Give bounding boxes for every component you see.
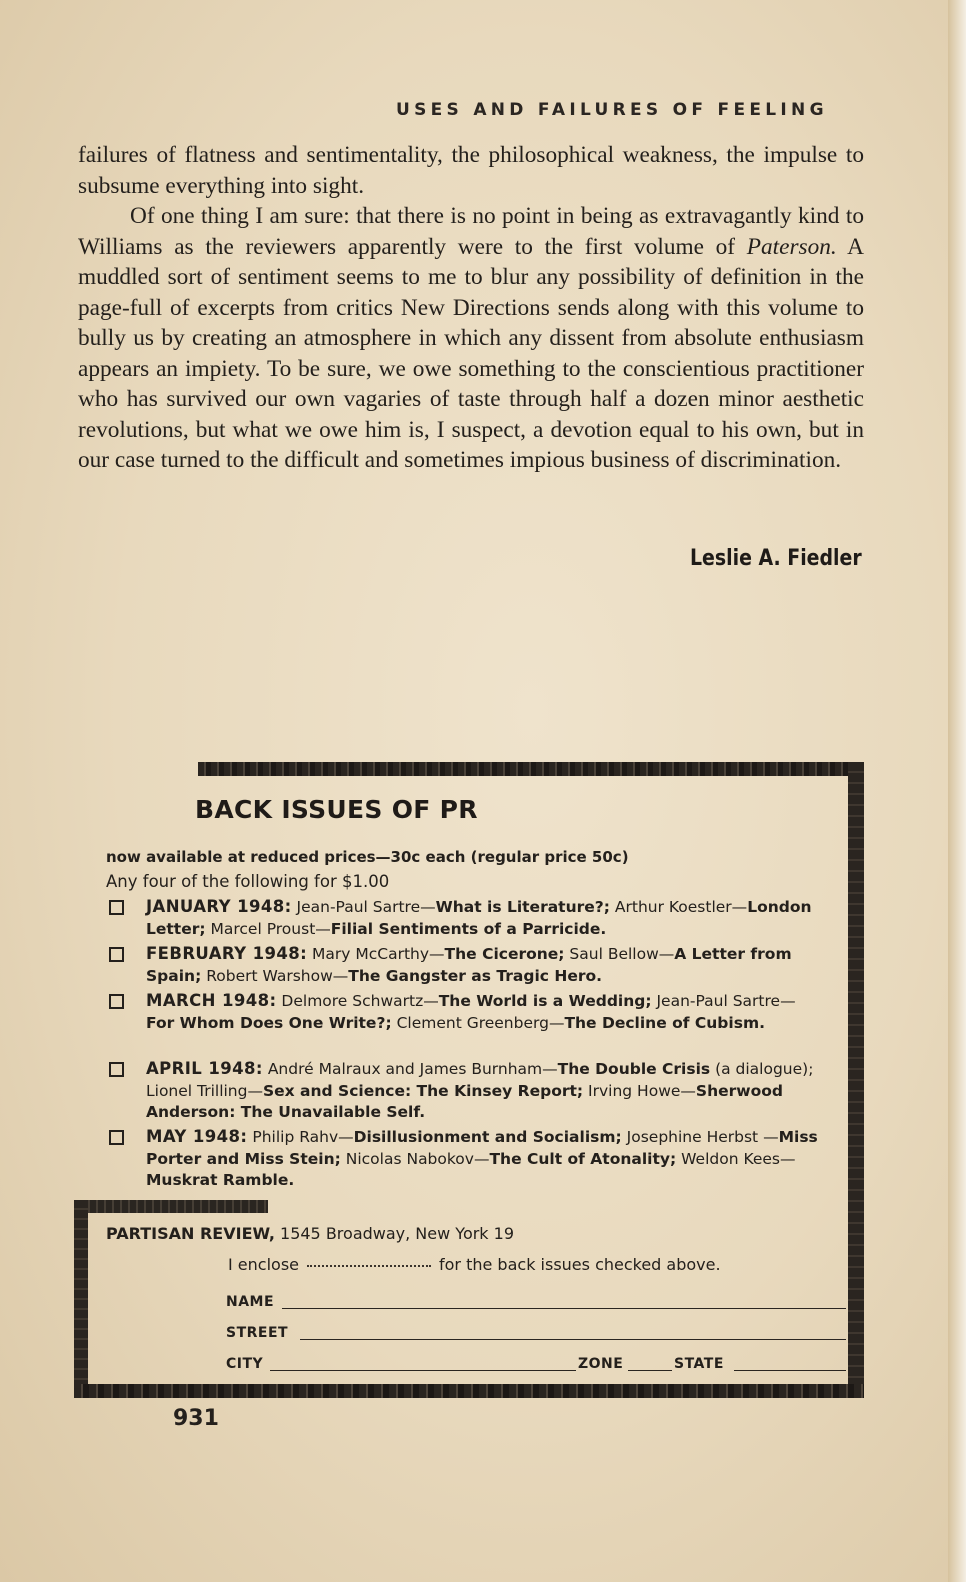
author-signature: Leslie A. Fiedler bbox=[690, 546, 862, 571]
issue-item-may bbox=[106, 1126, 821, 1192]
street-field[interactable] bbox=[300, 1339, 846, 1340]
ad-border-bottom bbox=[74, 1384, 864, 1398]
zone-field[interactable] bbox=[628, 1370, 672, 1371]
publisher-address bbox=[106, 1224, 514, 1243]
article-title: Filial Sentiments of a Parricide. bbox=[330, 919, 607, 938]
issue-description bbox=[146, 943, 821, 987]
city-row bbox=[226, 1352, 846, 1372]
essay-text-run: Of one thing I am sure: that there is no point in being as extravagantly kind to Williams as the reviewers apparently were to the first volume of bbox=[78, 203, 864, 260]
article-author: (a dialogue); Lionel Trilling— bbox=[146, 1060, 814, 1100]
page-number: 931 bbox=[173, 1406, 219, 1431]
article-title: The Double Crisis bbox=[557, 1060, 711, 1078]
name-label: NAME bbox=[226, 1294, 275, 1310]
article-title: The Gangster as Tragic Hero. bbox=[348, 966, 603, 985]
issue-description bbox=[146, 1126, 821, 1192]
article-title: London Letter; bbox=[146, 898, 812, 938]
article-author: Marcel Proust— bbox=[205, 919, 331, 938]
essay-text bbox=[78, 140, 864, 476]
article-title: What is Literature?; bbox=[435, 898, 610, 916]
order-checkbox[interactable] bbox=[109, 1130, 124, 1145]
issue-month: MARCH 1948: bbox=[146, 991, 277, 1010]
state-field[interactable] bbox=[734, 1370, 846, 1371]
issue-description bbox=[146, 896, 821, 940]
essay-paragraph: failures of flatness and sentimentality, the philosophical weakness, the impulse to subsume everything into sight. bbox=[78, 142, 864, 199]
order-checkbox[interactable] bbox=[109, 994, 124, 1009]
article-author: Nicolas Nabokov— bbox=[340, 1149, 490, 1168]
article-title: The Decline of Cubism. bbox=[564, 1013, 765, 1032]
article-author: Josephine Herbst — bbox=[621, 1128, 779, 1146]
name-field[interactable] bbox=[282, 1308, 846, 1309]
order-checkbox[interactable] bbox=[109, 900, 124, 915]
article-author: Mary McCarthy— bbox=[307, 945, 445, 963]
issue-description bbox=[146, 1058, 821, 1124]
publisher-street: 1545 Broadway, New York 19 bbox=[280, 1224, 515, 1243]
issue-month: FEBRUARY 1948: bbox=[146, 944, 308, 963]
article-author: Robert Warshow— bbox=[201, 966, 349, 985]
article-title: The Cicerone; bbox=[444, 945, 565, 963]
issue-month: MAY 1948: bbox=[146, 1127, 248, 1146]
order-checkbox[interactable] bbox=[109, 1062, 124, 1077]
enclose-line bbox=[228, 1255, 721, 1274]
article-title: The Cult of Atonality; bbox=[489, 1149, 677, 1168]
ad-offer: Any four of the following for $1.00 bbox=[106, 872, 390, 891]
city-field[interactable] bbox=[270, 1370, 576, 1371]
street-label: STREET bbox=[226, 1325, 289, 1341]
article-author: Jean-Paul Sartre— bbox=[651, 992, 796, 1010]
zone-label: ZONE bbox=[578, 1356, 624, 1372]
essay-text-run: A muddled sort of sentiment seems to me to blur any possibility of definition in the page-full of excerpts from critics New Directions sends along with this volume to bully us by creating an atmosphere in which any dissent from absolute enthusiasm appears an impiety. To be sure, we owe something to the conscientious practitioner who has survived our own vagaries of taste through half a dozen minor aesthetic revolutions, but what we owe him is, I suspect, a devotion equal to his own, but in our case turned to the difficult and sometimes impious business of discrimination. bbox=[78, 233, 864, 473]
state-label: STATE bbox=[674, 1356, 724, 1372]
article-title: Muskrat Ramble. bbox=[146, 1171, 295, 1189]
issue-item-march bbox=[106, 990, 821, 1034]
book-title: Paterson. bbox=[746, 233, 837, 260]
publisher-name: PARTISAN REVIEW, bbox=[106, 1224, 275, 1243]
issue-month: APRIL 1948: bbox=[146, 1059, 263, 1078]
article-title: For Whom Does One Write?; bbox=[146, 1013, 392, 1032]
ad-border-left bbox=[74, 1200, 88, 1398]
ad-border-tab bbox=[74, 1200, 268, 1213]
article-author: Philip Rahv— bbox=[247, 1128, 354, 1146]
article-author: Saul Bellow— bbox=[564, 945, 675, 963]
article-title: The World is a Wedding; bbox=[438, 992, 652, 1010]
issue-description bbox=[146, 990, 821, 1034]
article-author: Weldon Kees— bbox=[676, 1149, 796, 1168]
issue-month: JANUARY 1948: bbox=[146, 897, 292, 916]
enclose-label: I enclose bbox=[228, 1255, 299, 1274]
street-row bbox=[226, 1321, 846, 1341]
issue-item-april bbox=[106, 1058, 821, 1124]
page-edge bbox=[948, 0, 966, 1582]
city-label: CITY bbox=[226, 1356, 264, 1372]
article-author: Arthur Koestler— bbox=[609, 898, 748, 916]
name-row bbox=[226, 1290, 846, 1310]
article-title: Sex and Science: The Kinsey Report; bbox=[262, 1081, 584, 1100]
ad-border-top bbox=[198, 762, 864, 776]
enclose-suffix: for the back issues checked above. bbox=[439, 1255, 721, 1274]
issue-item-february bbox=[106, 943, 821, 987]
order-checkbox[interactable] bbox=[109, 947, 124, 962]
issue-item-january bbox=[106, 896, 821, 940]
article-author: André Malraux and James Burnham— bbox=[262, 1060, 558, 1078]
ad-border-right bbox=[848, 762, 864, 1398]
article-author: Irving Howe— bbox=[583, 1081, 696, 1100]
article-title: Disillusionment and Socialism; bbox=[353, 1128, 622, 1146]
article-author: Jean-Paul Sartre— bbox=[291, 898, 436, 916]
article-title: A Letter from Spain; bbox=[146, 945, 792, 985]
article-author: Delmore Schwartz— bbox=[276, 992, 439, 1010]
article-title: Sherwood Anderson: The Unavailable Self. bbox=[146, 1081, 783, 1121]
article-author: Clement Greenberg— bbox=[391, 1013, 565, 1032]
running-head: USES AND FAILURES OF FEELING bbox=[396, 100, 828, 120]
article-title: Miss Porter and Miss Stein; bbox=[146, 1128, 818, 1168]
ad-subhead: now available at reduced prices—30c each (regular price 50c) bbox=[106, 848, 629, 866]
ad-title: BACK ISSUES OF PR bbox=[195, 795, 478, 824]
amount-blank[interactable] bbox=[307, 1265, 431, 1267]
essay-paragraph bbox=[78, 201, 864, 476]
